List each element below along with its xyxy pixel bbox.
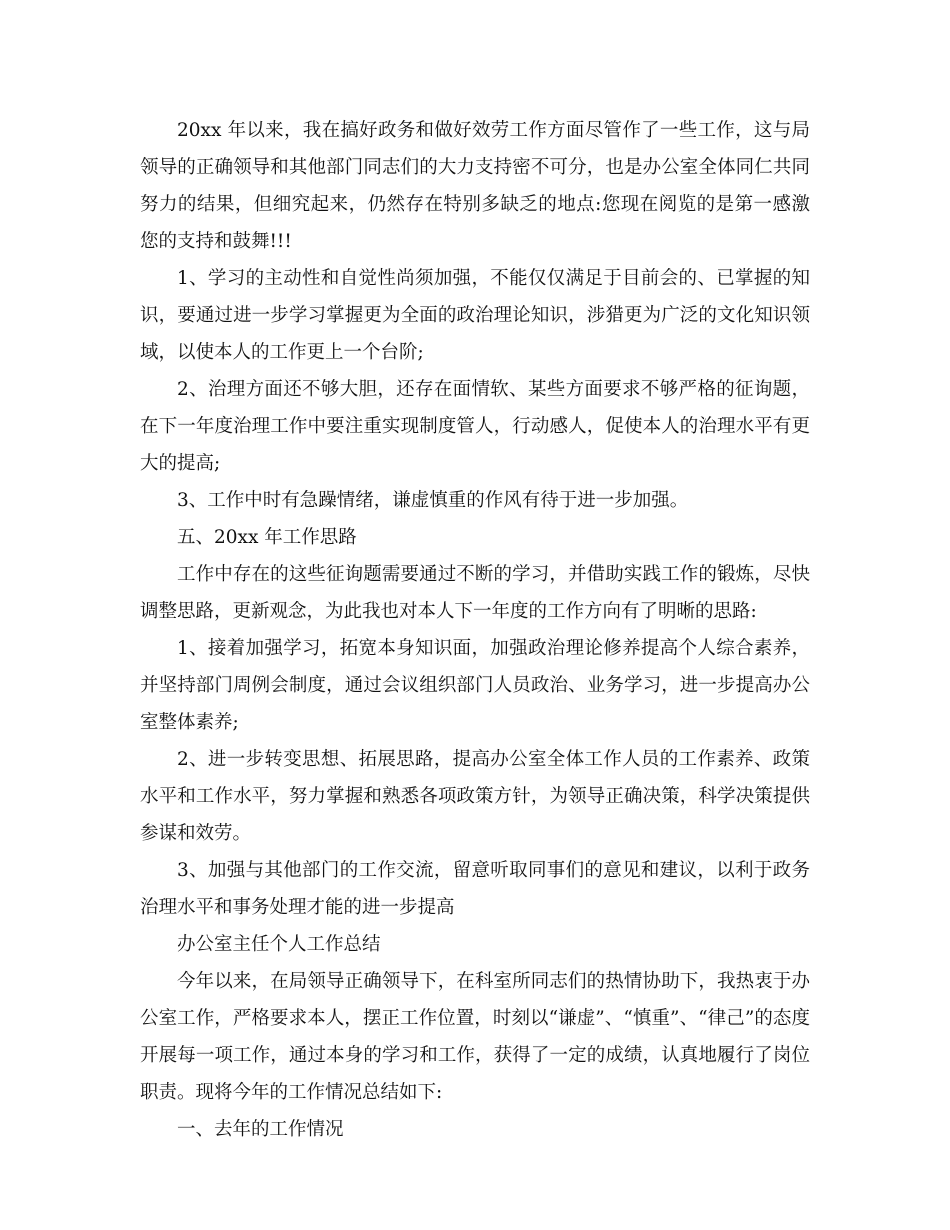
- section-heading-work-plan: 五、20xx 年工作思路: [177, 527, 357, 548]
- paragraph-shortcoming-1: 1、学习的主动性和自觉性尚须加强，不能仅仅满足于目前会的、已掌握的知识，要通过进一步学习掌握更为全面的政治理论知识，涉猎更为广泛的文化知识领域，以使本人的工作更上一个台阶;: [140, 268, 810, 363]
- paragraph-shortcoming-2: 2、治理方面还不够大胆，还存在面情软、某些方面要求不够严格的征询题，在下一年度治理工作中要注重实现制度管人，行动感人，促使本人的治理水平有更大的提高;: [140, 379, 810, 474]
- paragraph-plan-3: 3、加强与其他部门的工作交流，留意听取同事们的意见和建议，以利于政务治理水平和事务处理才能的进一步提高: [140, 860, 810, 918]
- document-subtitle: 办公室主任个人工作总结: [177, 934, 381, 955]
- paragraph-plan-2: 2、进一步转变思想、拓展思路，提高办公室全体工作人员的工作素养、政策水平和工作水平，努力掌握和熟悉各项政策方针，为领导正确决策，科学决策提供参谋和效劳。: [140, 749, 810, 844]
- paragraph-shortcoming-3: 3、工作中时有急躁情绪，谦虚慎重的作风有待于进一步加强。: [177, 490, 689, 511]
- paragraph-summary-intro: 今年以来，在局领导正确领导下，在科室所同志们的热情协助下，我热衷于办公室工作，严格要求本人，摆正工作位置，时刻以“谦虚”、“慎重”、“律己”的态度开展每一项工作，通过本身的学习和工作，获得了一定的成绩，认真地履行了岗位职责。现将今年的工作情况总结如下:: [140, 971, 810, 1103]
- paragraph-plan-intro: 工作中存在的这些征询题需要通过不断的学习，并借助实践工作的锻炼，尽快调整思路，更新观念，为此我也对本人下一年度的工作方向有了明晰的思路:: [140, 564, 810, 622]
- paragraph-intro: 20xx 年以来，我在搞好政务和做好效劳工作方面尽管作了一些工作，这与局领导的正确领导和其他部门同志们的大力支持密不可分，也是办公室全体同仁共同努力的结果，但细究起来，仍然存在特别多缺乏的地点:您现在阅览的是第一感激您的支持和鼓舞!!!: [140, 120, 810, 252]
- paragraph-plan-1: 1、接着加强学习，拓宽本身知识面，加强政治理论修养提高个人综合素养，并坚持部门周例会制度，通过会议组织部门人员政治、业务学习，进一步提高办公室整体素养;: [140, 638, 810, 733]
- document-body: [140, 112, 810, 1148]
- section-heading-last-year: 一、去年的工作情况: [177, 1119, 344, 1140]
